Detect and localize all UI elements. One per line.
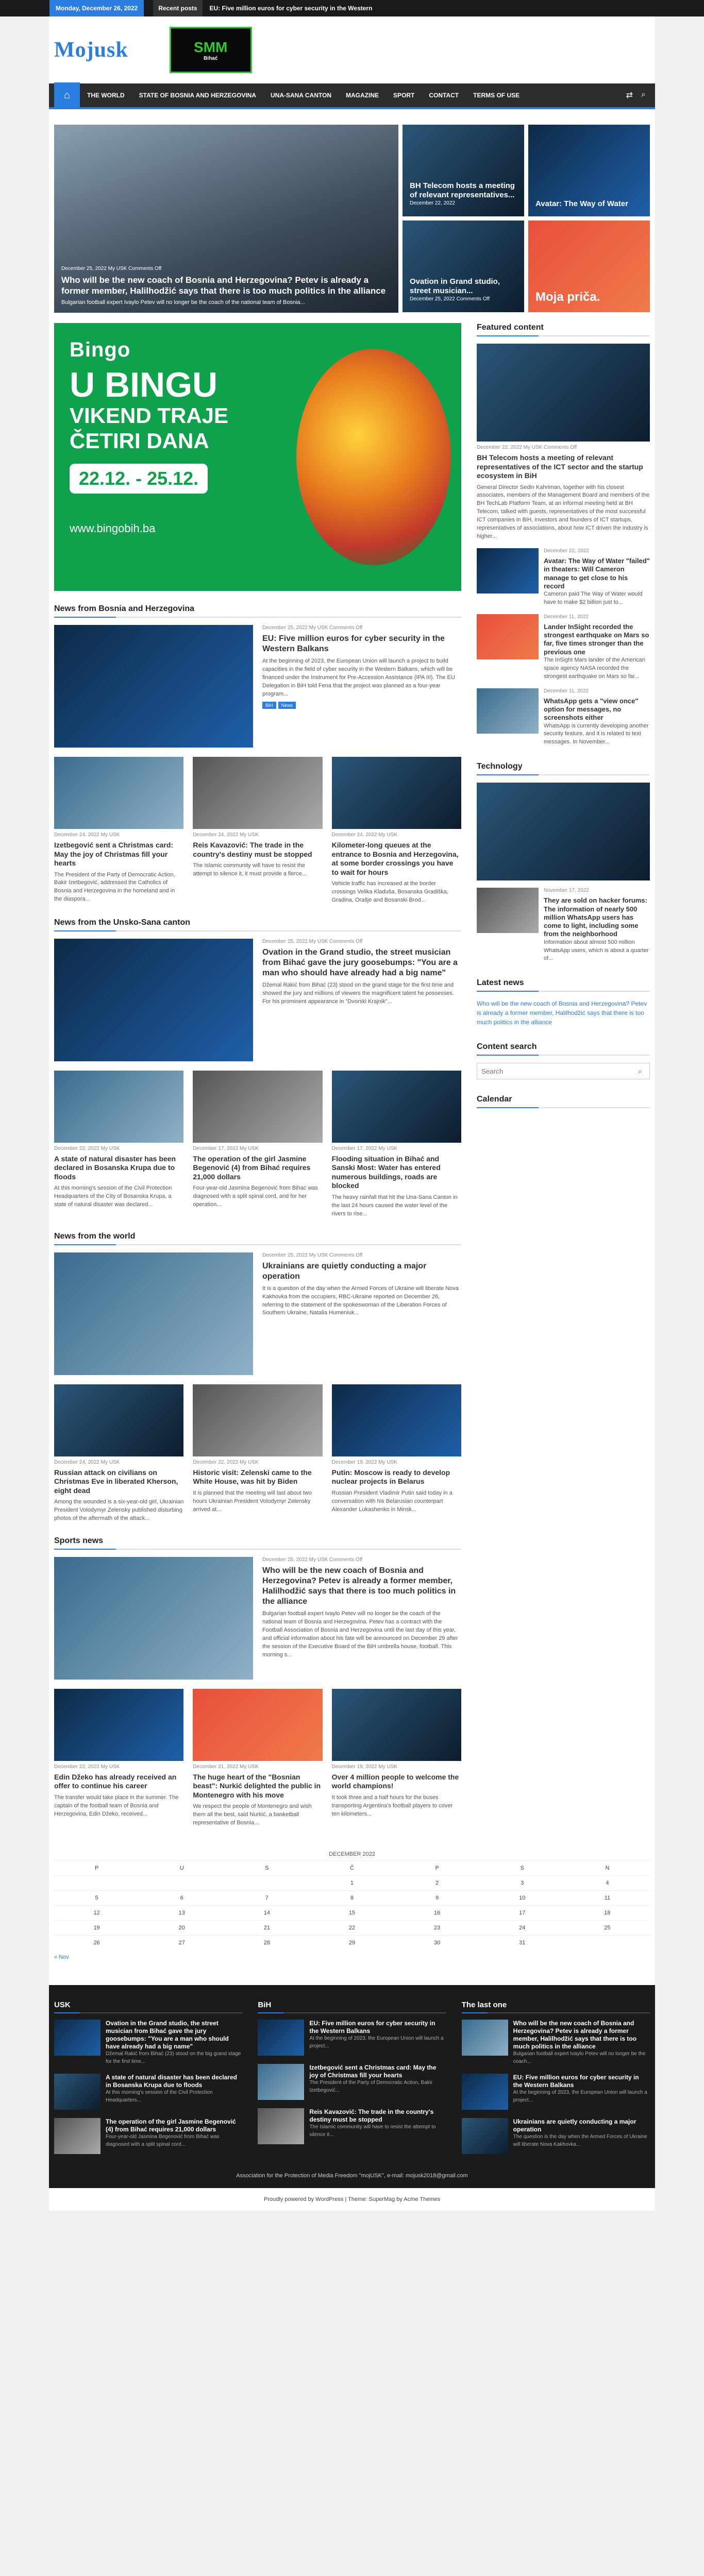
post-title[interactable]: Ovation in Grand studio, street musician...	[410, 277, 500, 296]
post-title[interactable]: Flooding situation in Bihać and Sanski Most: Water has entered numerous buildings, roads are blocked	[331, 1154, 441, 1190]
calendar-day[interactable]: 19	[93, 1925, 100, 1931]
post-excerpt: The heavy rainfall that hit the Una-Sana Canton in the last 24 hours caused the water level of the rivers to rise...	[331, 1194, 458, 1217]
section-title[interactable]: News from Bosnia and Herzegovina	[54, 604, 461, 618]
post-excerpt: The InSight Mars lander of the American space agency NASA recorded the strongest earthquake on Mars so far...	[544, 656, 645, 680]
section-title[interactable]: Sports news	[54, 1536, 461, 1550]
post-image[interactable]	[258, 2064, 304, 2100]
featured-grid-post[interactable]	[528, 221, 650, 312]
weekday: P	[94, 1865, 99, 1872]
post-meta: December 11, 2022	[544, 614, 589, 620]
calendar-day	[54, 1876, 139, 1890]
footer-post	[462, 2074, 650, 2110]
post-excerpt: Bulgarian football expert Ivaylo Petev will no longer be the coach of the national team of Bosnia...	[61, 299, 305, 306]
news-ticker[interactable]: EU: Five million euros for cyber security in the Western	[209, 5, 373, 12]
post-image[interactable]	[462, 2074, 508, 2110]
footer-col-bih	[258, 2001, 446, 2162]
post-title[interactable]: Reis Kavazović: The trade in the country's destiny must be stopped	[193, 841, 312, 858]
top-bar	[0, 0, 704, 16]
calendar-prev-link[interactable]: « Nov	[54, 1954, 69, 1961]
post-excerpt: At this morning's session of the Civil Protection Headquarters...	[106, 2090, 213, 2103]
post-image[interactable]	[193, 1689, 322, 1761]
post-meta: December 25, 2022 My USK Comments Off	[262, 1556, 363, 1563]
post-title[interactable]: Kilometer-long queues at the entrance to Bosnia and Herzegovina, at some border crossings you have to wait for hours	[331, 841, 459, 876]
featured-slider	[49, 109, 655, 318]
post-title[interactable]: Who will be the new coach of Bosnia and Herzegovina? Petev is already a former member, Halilhodžić says that there is too much politics in the alliance	[61, 275, 386, 296]
footer-post	[54, 2074, 242, 2110]
calendar-day[interactable]: 22	[348, 1925, 356, 1931]
post-meta: December 17, 2022 My USK	[193, 1145, 259, 1151]
post-title[interactable]: EU: Five million euros for cyber security in the Western Balkans	[513, 2074, 639, 2089]
calendar-week	[54, 1875, 650, 1890]
post-meta: December 24, 2022 My USK	[193, 832, 259, 838]
post-title[interactable]: Ovation in the Grand studio, the street musician from Bihać gave the jury goosebumps: "You are a man who should have already had a big name"	[262, 947, 458, 977]
post-image[interactable]	[258, 2108, 304, 2144]
featured-main-post[interactable]	[54, 125, 398, 313]
tag[interactable]: BiH	[262, 702, 276, 709]
post-title[interactable]: Izetbegović sent a Christmas card: May the joy of Christmas fill your hearts	[54, 841, 174, 867]
nav-item-bih[interactable]: STATE OF BOSNIA AND HERZEGOVINA	[139, 92, 256, 99]
post-excerpt: Džemal Rakić from Bihać (23) stood on the grand stage for the first time and showed the jury and millions of viewers the magnificent talent he possesses. For his prominent appearance in "Dvorski Krajnik"...	[262, 981, 454, 1005]
post-excerpt: Four-year-old Jasmina Begenović from Bihać was diagnosed with a split spinal cord...	[106, 2134, 220, 2147]
post-excerpt: At this morning's session of the Civil Protection Headquarters of the City of Bosanska Krupa, a state of natural disaster was declared...	[54, 1185, 172, 1208]
weekday: N	[605, 1865, 610, 1872]
calendar-day[interactable]: 26	[93, 1940, 100, 1946]
featured-grid-post[interactable]	[528, 125, 650, 216]
post-image[interactable]	[332, 757, 461, 829]
footer-post	[258, 2020, 446, 2056]
post-image[interactable]	[462, 2020, 508, 2056]
post-image[interactable]	[477, 688, 539, 734]
post-excerpt: Russian President Vladimir Putin said today in a conversation with his Belarusian counterpart Alexander Lukashenko in Minsk...	[331, 1489, 452, 1513]
banner-line3: ČETIRI DANA	[70, 428, 209, 453]
site-footer	[49, 1985, 655, 2188]
calendar-day[interactable]: 11	[604, 1895, 611, 1902]
banner-dates: 22.12. - 25.12.	[70, 464, 208, 494]
post-title[interactable]: Avatar: The Way of Water	[535, 199, 629, 209]
calendar-widget	[54, 1848, 650, 1964]
post-card	[332, 1071, 461, 1218]
footer-col-title: The last one	[462, 2001, 650, 2013]
sidebar-post	[477, 614, 650, 681]
footer-post	[54, 2020, 242, 2065]
calendar-day[interactable]: 16	[434, 1910, 441, 1917]
post-title[interactable]: Ovation in the Grand studio, the street musician from Bihać gave the jury goosebumps: "You are a man who should have already had a big name"	[106, 2020, 229, 2050]
footer-copyright: Association for the Protection of Media Freedom "mojUSK", e-mail: mojusk2018@gmail.com	[236, 2173, 468, 2179]
calendar-day[interactable]: 21	[263, 1925, 270, 1931]
logo-text: Mojusk	[54, 38, 128, 62]
post-meta: December 22, 2022 My USK	[54, 1764, 120, 1770]
post-image[interactable]	[332, 1689, 461, 1761]
section-usk	[54, 918, 461, 1218]
footer-col-last	[462, 2001, 650, 2162]
calendar-day[interactable]: 1	[350, 1880, 354, 1887]
post-card	[332, 757, 461, 905]
post-excerpt: Cameron paid The Way of Water would have to make $2 billion just to...	[544, 591, 643, 605]
post-title[interactable]: The operation of the girl Jasmine Begenović (4) from Bihać requires 21,000 dollars	[106, 2118, 236, 2133]
post-meta: December 25, 2022 My USK Comments Off	[61, 265, 162, 272]
post-title[interactable]: Who will be the new coach of Bosnia and Herzegovina? Petev is already a former member, Halilhodžić says that there is too much politics in the alliance	[262, 1566, 456, 1606]
post-excerpt: General Director Sedin Kahriman, together with his closest associates, members of the Management Board and members of the BH TechLab Platform Team, at an informal meeting held at BH Telecom, talked with guests, representatives of the most successful ICT companies in BiH, investors and founders of ICT startups, representatives of associations, about how ICT driven the industry is higher...	[477, 484, 650, 540]
header-ad-sub: Bihać	[204, 55, 218, 61]
sidebar-title-calendar: Calendar	[477, 1095, 650, 1108]
calendar-week	[54, 1935, 650, 1950]
calendar-day[interactable]: 10	[519, 1895, 526, 1902]
post-title[interactable]: Moja priča.	[535, 290, 600, 304]
calendar-day[interactable]: 4	[606, 1880, 609, 1887]
footer-credit[interactable]: Proudly powered by WordPress | Theme: SuperMag by Acme Themes	[49, 2188, 655, 2211]
calendar-day[interactable]: 2	[435, 1880, 439, 1887]
post-title[interactable]: Russian attack on civilians on Christmas Eve in liberated Kherson, eight dead	[54, 1468, 178, 1495]
section-title[interactable]: News from the world	[54, 1232, 461, 1245]
calendar-day[interactable]: 5	[95, 1895, 98, 1902]
post-title[interactable]: Reis Kavazović: The trade in the country's destiny must be stopped	[309, 2108, 434, 2124]
sidebar-title-featured: Featured content	[477, 323, 650, 336]
calendar-day[interactable]: 31	[519, 1940, 526, 1946]
search-input[interactable]	[477, 1063, 631, 1079]
post-title[interactable]: The operation of the girl Jasmine Begenović (4) from Bihać requires 21,000 dollars	[193, 1154, 311, 1181]
current-date: Monday, December 26, 2022	[49, 0, 144, 16]
header-ad-title: SMM	[194, 39, 228, 55]
post-card	[193, 757, 322, 905]
search-button[interactable]	[631, 1063, 649, 1079]
header-ad[interactable]	[170, 27, 252, 73]
post-meta: December 25, 2022 My USK Comments Off	[262, 625, 363, 631]
nav-item-terms[interactable]: TERMS OF USE	[473, 92, 520, 99]
main-area	[49, 318, 655, 1833]
calendar-day[interactable]: 27	[178, 1940, 185, 1946]
calendar-day[interactable]: 20	[178, 1925, 185, 1931]
post-excerpt: The transfer would take place in the summer. The captain of the football team of Bosnia and Herzegovina, Edin Džeko, received...	[54, 1794, 179, 1817]
lead-image[interactable]	[54, 1557, 253, 1680]
post-excerpt: Džemal Rakić from Bihać (23) stood on the big grand stage for the first time...	[106, 2051, 241, 2064]
section-world	[54, 1232, 461, 1523]
post-image[interactable]	[462, 2118, 508, 2154]
post-title[interactable]: A state of natural disaster has been declared in Bosanska Krupa due to floods	[54, 1154, 176, 1181]
post-title[interactable]: Izetbegović sent a Christmas card: May the joy of Christmas fill your hearts	[309, 2064, 437, 2079]
fruit-graphic	[296, 349, 451, 565]
weekday: Č	[350, 1865, 354, 1872]
sidebar-title-search: Content search	[477, 1042, 650, 1056]
post-title[interactable]: Who will be the new coach of Bosnia and Herzegovina? Petev is already a former member, Halilhodžić says that there is too much politics in the alliance	[513, 2020, 637, 2050]
footer-col-title: BiH	[258, 2001, 446, 2013]
post-card	[332, 1384, 461, 1523]
calendar-day[interactable]: 30	[434, 1940, 441, 1946]
sidebar-post	[477, 548, 650, 607]
post-excerpt: Bulgarian football expert Ivaylo Petev will no longer be the coach...	[513, 2051, 646, 2064]
search-icon[interactable]: ⌕	[641, 90, 646, 99]
calendar-day[interactable]: 14	[263, 1910, 270, 1917]
footer-col-usk	[54, 2001, 242, 2162]
post-image[interactable]	[477, 888, 539, 933]
post-excerpt: We respect the people of Montenegro and wish them all the best, said Nurkić, a basketball representative of Bosnia...	[193, 1803, 312, 1826]
post-image[interactable]	[54, 2020, 100, 2056]
post-excerpt: The Islamic community will have to resist the attempt to silence it...	[309, 2124, 436, 2138]
post-meta: December 25, 2022 My USK Comments Off	[262, 1252, 363, 1258]
nav-item-usk[interactable]: UNA-SANA CANTON	[271, 92, 331, 99]
calendar-day[interactable]: 6	[180, 1895, 183, 1902]
post-title[interactable]: Ukrainians are quietly conducting a major operation	[513, 2118, 636, 2133]
calendar-day[interactable]: 12	[93, 1910, 100, 1917]
post-meta: December 22, 2022 My USK	[193, 1459, 259, 1465]
section-title[interactable]: News from the Unsko-Sana canton	[54, 918, 461, 931]
featured-grid-post[interactable]	[403, 221, 524, 312]
nav-item-world[interactable]: THE WORLD	[87, 92, 125, 99]
calendar-weekdays	[54, 1860, 650, 1875]
calendar-day[interactable]: 24	[519, 1925, 526, 1931]
post-title[interactable]: Putin: Moscow is ready to develop nuclear projects in Belarus	[331, 1468, 450, 1486]
post-title[interactable]: BH Telecom hosts a meeting of relevant representatives...	[410, 181, 515, 200]
post-card	[193, 1384, 322, 1523]
calendar-day[interactable]: 23	[434, 1925, 441, 1931]
tech-image[interactable]	[477, 783, 650, 880]
post-title[interactable]: Ukrainians are quietly conducting a major operation	[262, 1261, 427, 1281]
post-meta: December 19, 2022 My USK	[331, 1459, 397, 1465]
sidebar-title-technology: Technology	[477, 762, 650, 775]
calendar-day[interactable]: 28	[263, 1940, 270, 1946]
post-excerpt: WhatsApp is currently developing another security feature, and it is related to text messages. In November...	[544, 722, 649, 745]
calendar-day	[224, 1876, 309, 1890]
calendar-day[interactable]: 17	[519, 1910, 526, 1917]
post-meta: December 22, 2022	[544, 548, 589, 554]
post-title[interactable]: Avatar: The Way of Water "failed" in theaters: Will Cameron manage to get close to his record	[544, 557, 650, 590]
post-title[interactable]: EU: Five million euros for cyber security in the Western Balkans	[262, 634, 445, 653]
banner-brand: Bingo	[70, 338, 131, 361]
nav-item-contact[interactable]: CONTACT	[429, 92, 459, 99]
lead-image[interactable]	[54, 939, 253, 1061]
post-title[interactable]: Lander InSight recorded the strongest earthquake on Mars so far, five times stronger than the previous one	[544, 622, 649, 656]
featured-image[interactable]	[477, 344, 650, 442]
post-excerpt: It is planned that the meeting will last about two hours Ukrainian President Volodymyr Zelensky arrived at...	[193, 1489, 312, 1513]
post-image[interactable]	[193, 1071, 322, 1143]
post-excerpt: At the beginning of 2023, the European Union will launch a project...	[309, 2036, 444, 2049]
post-card	[54, 1689, 183, 1827]
weekday: S	[265, 1865, 269, 1872]
post-excerpt: At the beginning of 2023, the European Union will launch a project to build capacities in the field of cyber security in the Western Balkans, which will be financed under the Instrument for Pre-Accession Assistance (IPA III). The EU Delegation in BiH told Fena that the project was planned as a four-year program...	[262, 658, 455, 697]
post-meta: December 25, 2022 My USK Comments Off	[262, 938, 363, 944]
weekday: U	[179, 1865, 184, 1872]
post-excerpt: The question is the day when the Armed Forces of Ukraine will liberate Nova Kakhovka...	[513, 2134, 647, 2147]
lead-image[interactable]	[54, 1252, 253, 1375]
post-meta: December 11, 2022	[544, 688, 589, 694]
calendar-body	[54, 1875, 650, 1950]
post-title[interactable]: EU: Five million euros for cyber security in the Western Balkans	[309, 2020, 435, 2035]
post-excerpt: The President of the Party of Democratic Action, Bakir Izetbegović, addressed the Catholics of Bosnia and Herzegovina in the homeland and in the diaspora...	[54, 871, 175, 903]
post-image[interactable]	[54, 1071, 183, 1143]
post-image[interactable]	[477, 548, 539, 594]
post-card	[193, 1071, 322, 1218]
footer-post	[258, 2064, 446, 2100]
calendar-day[interactable]: 8	[350, 1895, 354, 1902]
post-excerpt: Bulgarian football expert Ivaylo Petev will no longer be the coach of the national team of Bosnia and Herzegovina. Petev has a contract with the Football Association of Bosnia and Herzegovina until the last day of this year, and official information about his fate will be announced on December 29 after the session of the Executive Board of the BiH umbrella house, football. This morning s...	[262, 1610, 458, 1658]
banner-line1: U BINGU	[70, 365, 218, 404]
post-title[interactable]: Over 4 million people to welcome the world champions!	[331, 1772, 459, 1790]
calendar-day[interactable]: 9	[435, 1895, 439, 1902]
post-excerpt: Information about almost 500 million WhatsApp users, which is about a quarter of...	[544, 939, 649, 962]
footer-post	[54, 2118, 242, 2154]
post-meta: December 19, 2022 My USK	[331, 1764, 397, 1770]
lead-image[interactable]	[54, 625, 253, 748]
post-title[interactable]: WhatsApp gets a "view once" option for messages, no screenshots either	[544, 697, 639, 722]
post-image[interactable]	[477, 614, 539, 659]
page-wrapper	[49, 16, 655, 2211]
post-excerpt: Four-year-old Jasmina Begenović from Bihać was diagnosed with a split spinal cord, and for her operation...	[193, 1185, 319, 1208]
featured-grid-post[interactable]	[403, 125, 524, 216]
sidebar-title-latest: Latest news	[477, 978, 650, 992]
calendar-day[interactable]: 29	[348, 1940, 356, 1946]
calendar-day[interactable]: 18	[604, 1910, 611, 1917]
main-nav	[49, 83, 655, 109]
footer-post	[462, 2020, 650, 2065]
post-card	[193, 1689, 322, 1827]
post-title[interactable]: Historic visit: Zelenski came to the White House, was hit by Biden	[193, 1468, 312, 1486]
post-card	[54, 757, 183, 905]
post-meta: December 24, 2022 My USK	[54, 832, 120, 838]
post-image[interactable]	[193, 1384, 322, 1456]
weekday: S	[520, 1865, 524, 1872]
post-title[interactable]: A state of natural disaster has been declared in Bosanska Krupa due to floods	[106, 2074, 237, 2089]
calendar-week	[54, 1920, 650, 1935]
home-icon[interactable]: ⌂	[54, 82, 80, 108]
banner-url: www.bingobih.ba	[70, 521, 156, 535]
post-image[interactable]	[332, 1384, 461, 1456]
post-card	[54, 1384, 183, 1523]
sidebar	[477, 323, 650, 1827]
nav-item-sport[interactable]: SPORT	[393, 92, 415, 99]
post-card	[332, 1689, 461, 1827]
calendar-week	[54, 1905, 650, 1920]
post-excerpt: It took three and a half hours for the buses transporting Argentina's football players to cover ten kilometers...	[331, 1794, 453, 1817]
post-meta: December 22, 2022 My USK	[54, 1145, 120, 1151]
search-form	[477, 1063, 650, 1079]
post-excerpt: The President of the Party of Democratic Action, Bakir Izetbegović...	[309, 2080, 433, 2093]
post-excerpt: At the beginning of 2023, the European Union will launch a project...	[513, 2090, 647, 2103]
post-title[interactable]: The huge heart of the "Bosnian beast": Nurkić delighted the public in Montenegro with his move	[193, 1772, 321, 1799]
calendar-day[interactable]: 13	[178, 1910, 185, 1917]
post-meta: December 25, 2022 Comments Off	[410, 296, 490, 302]
site-logo[interactable]	[54, 38, 128, 62]
post-meta: December 22, 2022 My USK Comments Off	[477, 445, 577, 450]
post-image[interactable]	[54, 2118, 100, 2154]
post-meta: December 24, 2022 My USK	[54, 1459, 120, 1465]
post-excerpt: Among the wounded is a six-year-old girl, Ukrainian President Volodymyr Zelensky published disturbing photos of the aftermath of the attack...	[54, 1499, 184, 1521]
post-meta: December 22, 2022	[410, 200, 455, 206]
calendar-day[interactable]: 3	[521, 1880, 524, 1887]
section-sport	[54, 1536, 461, 1827]
calendar-day[interactable]: 15	[348, 1910, 356, 1917]
calendar-day	[139, 1876, 224, 1890]
section-bih	[54, 604, 461, 905]
post-meta: December 21, 2022 My USK	[193, 1764, 259, 1770]
sidebar-post	[477, 688, 650, 747]
post-image[interactable]	[54, 1689, 183, 1761]
post-image[interactable]	[54, 1384, 183, 1456]
post-meta: November 17, 2022	[544, 888, 589, 894]
post-title[interactable]: They are sold on hacker forums: The information of nearly 500 million WhatsApp users has come to light, including some from the neighborhood	[544, 896, 647, 938]
site-header	[49, 16, 655, 83]
post-excerpt: It is a question of the day when the Armed Forces of Ukraine will liberate Nova Kakhovka from the occupiers, RBC-Ukraine reported on December 26, referring to the statement of the spokeswoman of the Liberation Forces of Southern Ukraine, Natalia Humeniuk...	[262, 1285, 459, 1316]
main-column	[54, 323, 461, 1827]
post-card	[54, 1071, 183, 1218]
calendar-week	[54, 1890, 650, 1905]
tag[interactable]: News	[278, 702, 296, 709]
post-image[interactable]	[332, 1071, 461, 1143]
calendar-day	[565, 1936, 650, 1950]
weekday: P	[435, 1865, 439, 1872]
post-title[interactable]: BH Telecom hosts a meeting of relevant representatives of the ICT sector and the startup ecosystem in BiH	[477, 453, 643, 480]
calendar-day[interactable]: 25	[604, 1925, 611, 1931]
footer-col-title: USK	[54, 2001, 242, 2013]
nav-item-magazine[interactable]: MAGAZINE	[346, 92, 379, 99]
sidebar-post	[477, 888, 650, 963]
search-icon: ⌕	[638, 1066, 643, 1076]
post-image[interactable]	[258, 2020, 304, 2056]
post-image[interactable]	[54, 2074, 100, 2110]
post-title[interactable]: Edin Džeko has already received an offer to continue his career	[54, 1772, 177, 1790]
post-image[interactable]	[54, 757, 183, 829]
post-meta: December 17, 2022 My USK	[331, 1145, 397, 1151]
bingo-banner-ad[interactable]	[54, 323, 461, 591]
shuffle-icon[interactable]: ⇄	[626, 91, 633, 100]
banner-line2: VIKEND TRAJE	[70, 403, 229, 428]
post-excerpt: Vehicle traffic has increased at the border crossings Velika Kladuša, Bosanska Gradiška, Gradina, Orašje and Bosanski Brod...	[331, 880, 448, 903]
calendar-month: DECEMBER 2022	[329, 1851, 375, 1858]
recent-posts-label: Recent posts	[153, 0, 202, 16]
footer-post	[258, 2108, 446, 2144]
post-image[interactable]	[193, 757, 322, 829]
post-excerpt: The Islamic community will have to resist the attempt to silence it, it must provide a fierce...	[193, 862, 307, 877]
post-meta: December 24, 2022 My USK	[331, 832, 397, 838]
calendar-day[interactable]: 7	[265, 1895, 269, 1902]
footer-post	[462, 2118, 650, 2154]
latest-news-link[interactable]: Who will be the new coach of Bosnia and Herzegovina? Petev is already a former member, Halilhodžić says that there is too much politics in the alliance	[477, 1000, 647, 1026]
